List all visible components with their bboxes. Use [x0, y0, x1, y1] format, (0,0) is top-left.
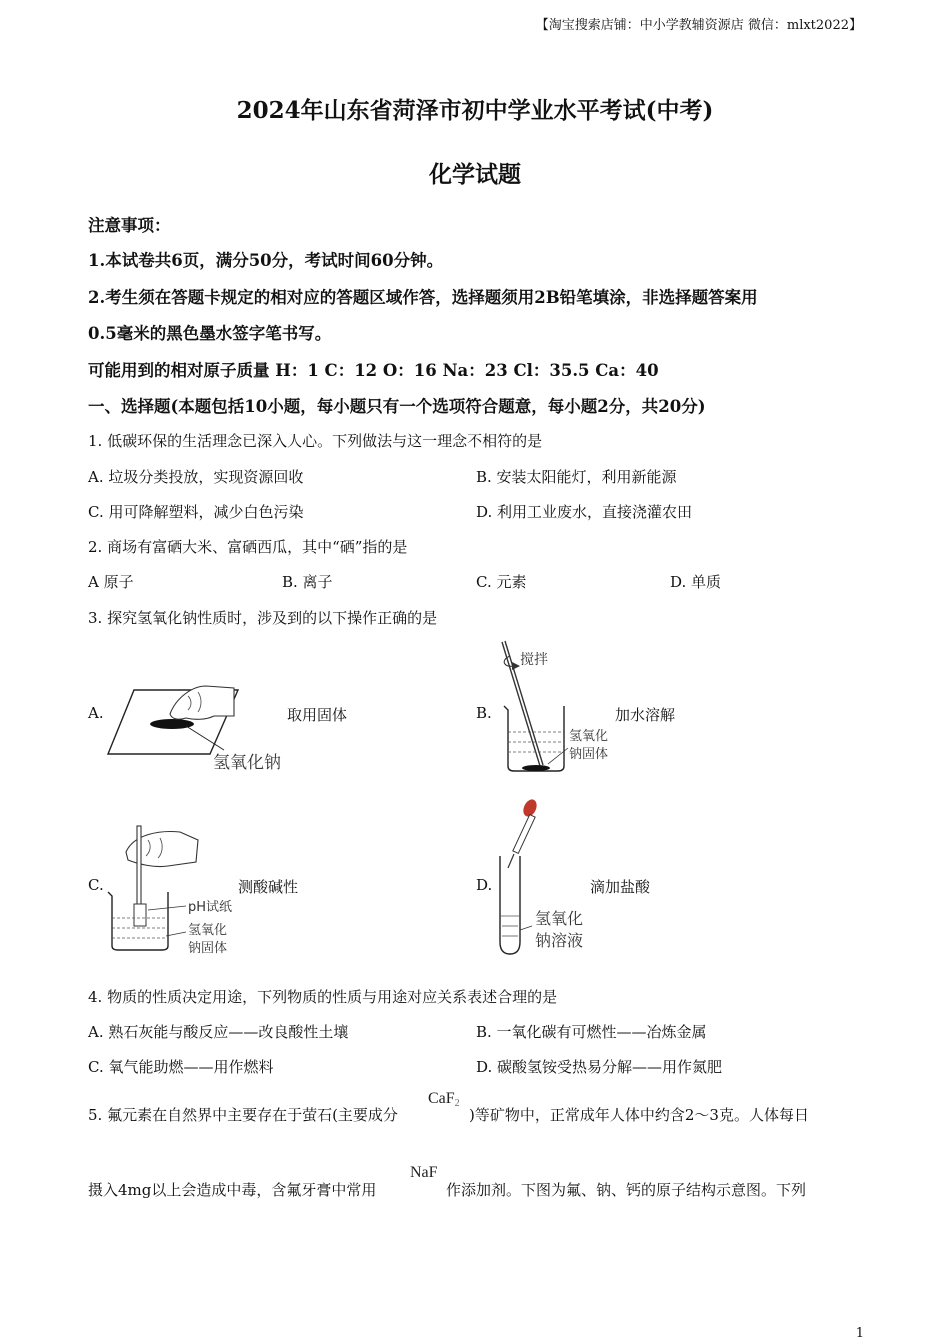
- dissolving-figure: [492, 636, 622, 776]
- q2-option-c: C. 元素: [476, 573, 527, 591]
- q3-option-b-letter: B.: [476, 704, 492, 722]
- q3-option-c-caption: 测酸碱性: [238, 878, 299, 896]
- q1-option-a: A. 垃圾分类投放，实现资源回收: [88, 468, 304, 486]
- q1-option-c: C. 用可降解塑料，减少白色污染: [88, 503, 304, 521]
- q2-stem: 2. 商场有富硒大米、富硒西瓜，其中“硒”指的是: [88, 538, 408, 556]
- q5-line1-start: 5. 氟元素在自然界中主要存在于萤石(主要成分: [88, 1106, 398, 1124]
- stir-label: 搅拌: [520, 652, 548, 668]
- q3-stem: 3. 探究氢氧化钠性质时，涉及到的以下操作正确的是: [88, 609, 438, 627]
- exam-title: 2024年山东省菏泽市初中学业水平考试(中考): [236, 97, 714, 124]
- note-1: 1.本试卷共6页，满分50分，考试时间60分钟。: [88, 251, 444, 270]
- q5-line1-end: )等矿物中，正常成年人体中约含2～3克。人体每日: [469, 1106, 809, 1124]
- exam-subtitle: 化学试题: [429, 161, 521, 188]
- q4-option-d: D. 碳酸氢铵受热易分解——用作氮肥: [476, 1058, 723, 1076]
- q1-stem: 1. 低碳环保的生活理念已深入人心。下列做法与这一理念不相符的是: [88, 432, 543, 450]
- ph-paper-label: pH试纸: [188, 900, 233, 915]
- ph-test-figure: [104, 822, 254, 958]
- q4-stem: 4. 物质的性质决定用途，下列物质的性质与用途对应关系表述合理的是: [88, 988, 558, 1006]
- q2-option-d: D. 单质: [670, 573, 722, 591]
- b-label-1: 氢氧化: [569, 729, 609, 744]
- q3-option-a-letter: A.: [88, 704, 104, 722]
- atomic-masses: 可能用到的相对原子质量 H：1 C：12 O：16 Na：23 Cl：35.5 Ca：40: [88, 361, 659, 380]
- formula-naf: NaF: [410, 1164, 438, 1181]
- d-label-1: 氢氧化: [535, 909, 584, 928]
- q3-option-a-caption: 取用固体: [287, 706, 348, 724]
- q1-option-d: D. 利用工业废水，直接浇灌农田: [476, 503, 693, 521]
- section-1-heading: 一、选择题(本题包括10小题，每小题只有一个选项符合题意，每小题2分，共20分): [88, 397, 706, 416]
- d-label-2: 钠溶液: [535, 931, 584, 950]
- note-2a: 2.考生须在答题卡规定的相对应的答题区域作答，选择题须用2B铅笔填涂，非选择题答案用: [88, 288, 758, 307]
- q3-option-c-letter: C.: [88, 876, 104, 894]
- taking-solid-figure: [106, 680, 296, 780]
- q4-option-c: C. 氧气能助燃——用作燃料: [88, 1058, 274, 1076]
- c-label-3: 钠固体: [188, 941, 228, 956]
- q2-option-b: B. 离子: [282, 573, 333, 591]
- q3-option-d-caption: 滴加盐酸: [590, 878, 651, 896]
- q1-option-b: B. 安装太阳能灯，利用新能源: [476, 468, 677, 486]
- note-2b: 0.5毫米的黑色墨水签字笔书写。: [88, 324, 332, 343]
- dropping-acid-figure: [494, 796, 604, 960]
- shop-header: 【淘宝搜索店铺：中小学教辅资源店 微信：mlxt2022】: [535, 18, 862, 33]
- q4-option-a: A. 熟石灰能与酸反应——改良酸性土壤: [88, 1023, 349, 1041]
- sodium-hydroxide-label: 氢氧化钠: [213, 753, 281, 773]
- q3-option-d-letter: D.: [476, 876, 493, 894]
- q3-option-b-caption: 加水溶解: [615, 706, 676, 724]
- q4-option-b: B. 一氧化碳有可燃性——冶炼金属: [476, 1023, 707, 1041]
- notes-heading: 注意事项：: [88, 216, 171, 235]
- formula-caf2: CaF$_2$: [428, 1090, 460, 1109]
- page-number: 1: [855, 1326, 864, 1341]
- q2-option-a: A 原子: [88, 573, 134, 591]
- c-label-2: 氢氧化: [188, 923, 228, 938]
- q5-line2-end: 作添加剂。下图为氟、钠、钙的原子结构示意图。下列: [446, 1181, 807, 1199]
- q5-line2-start: 摄入4mg以上会造成中毒，含氟牙膏中常用: [88, 1181, 377, 1199]
- b-label-2: 钠固体: [569, 747, 609, 762]
